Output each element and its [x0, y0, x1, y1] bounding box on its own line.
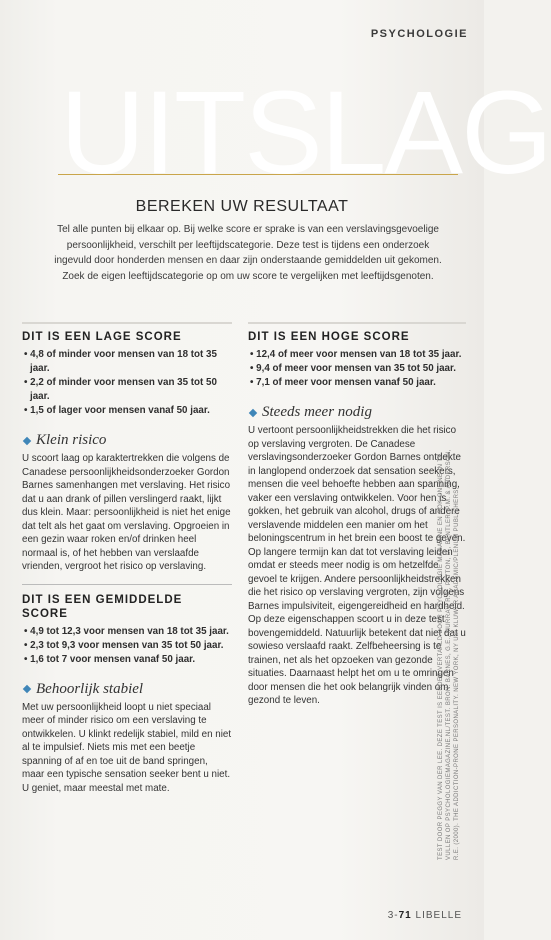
diamond-icon [23, 685, 31, 693]
high-subheading-text: Steeds meer nodig [262, 404, 372, 420]
list-item: • 1,6 tot 7 voor mensen vanaf 50 jaar. [24, 653, 196, 665]
title-part-blue: UITS [60, 67, 321, 199]
mid-subheading-text: Behoorlijk stabiel [36, 680, 144, 697]
diamond-icon [23, 436, 31, 444]
page-prefix: 3- [387, 910, 399, 921]
title-part-gold: LAG [320, 67, 551, 199]
list-item: • 4,9 tot 12,3 voor mensen van 18 tot 35 jaar. [24, 625, 229, 637]
low-body: U scoort laag op karaktertrekken die volgens de Canadese persoonlijkheidsonderzoeker Gordon Barnes samenhangen met verslaving. Het risico dat u aan drank of pillen verslingerd raakt, lijkt dus klein. Maar: persoonlijkheid is niet het enige dat telt als het gaat om verslaving. Opgroeien in een gezin waar roken en/of drinken heel normaal is, of het hebben van verslaafde vrienden, vergroot het risico op verslaving. [22, 453, 231, 572]
list-item: • 1,5 of lager voor mensen vanaf 50 jaar. [24, 405, 210, 416]
low-score-list [22, 348, 232, 418]
high-subheading [248, 404, 466, 421]
high-score-list [248, 348, 466, 390]
list-item: • 9,4 of meer voor mensen van 35 tot 50 jaar. [250, 363, 456, 374]
low-score-heading: DIT IS EEN LAGE SCORE [22, 331, 182, 343]
left-column [22, 330, 232, 795]
section-divider [22, 584, 232, 585]
list-item: • 12,4 of meer voor mensen van 18 tot 35 jaar. [250, 349, 462, 360]
list-item: • 4,8 of minder voor mensen van 18 tot 35 jaar. [24, 349, 217, 374]
source-credits: TEST DOOR PEGGY VAN DER LEE. DEZE TEST IS EERDER VERTAALD DOOR PSYCHOLOGIE MAGAZINE EN OOK ONLINE IN TE VULLEN OP PSYCHOLOGIEMAGAZINE.NL/TEST. BRON: BARNES, G.E., MURRAY, R.P., PATTON, D., BENTLER, P.M. & ANDERSON, R.E. (2000). THE ADDICTION-PRONE PERSONALITY. NEW YORK, NY US: KLUWER ACADEMIC/PLENUM PUBLISHERS. [438, 449, 460, 860]
credits-box [433, 440, 471, 860]
intro-text: Tel alle punten bij elkaar op. Bij welke score er sprake is van een verslavingsgevoelige persoonlijkheid, verschilt per leeftijdscategorie. Deze test is tijdens een onderzoek ingevuld door honderden mensen en daar zijn onderstaande gemiddelden uit gekomen. Zoek de eigen leeftijdscategorie op om uw score te vergelijken met leeftijdsgenoten. [54, 224, 442, 282]
diamond-icon [249, 408, 257, 416]
mid-subheading [22, 681, 232, 698]
mid-score-heading: DIT IS EEN GEMIDDELDE SCORE [22, 593, 183, 620]
list-item: • 2,3 tot 9,3 voor mensen van 35 tot 50 jaar. [24, 639, 224, 651]
divider-top-left [22, 322, 232, 324]
low-subheading-text: Klein risico [36, 432, 107, 448]
high-body: U vertoont persoonlijkheidstrekken die het risico op verslaving vergroten. De Canadese verslavingsonderzoeker Gordon Barnes ontdekte in langlopend onderzoek dat sensation seekers, mensen die veel behoefte hebben aan spanning, vaker een verslaving ontwikkelen. Voor hen is gokken, het gebruik van alcohol, drugs of andere verslavende middelen een manier om het beloningscentrum in het brein een boost te geven. Op langere termijn kan dat tot verslaving leiden omdat er steeds meer nodig is om hetzelfde gevoel te krijgen. Andere persoonlijkheidstrekken die het risico op verslaving vergroten, zijn volgens Barnes impulsiviteit, eigengereidheid en hardheid. Op deze eigenschappen scoort u in deze test bovengemiddeld. Natuurlijk betekent dat niet dat u sowieso verslaafd raakt. Zelfbeheersing is te trainen, net als het opzoeken van gezonde situaties. Daarnaast helpt het om u te omringen door mensen die het ook belangrijk vinden om gezond te leven. [248, 425, 466, 706]
page-number: 71 [398, 910, 412, 921]
section-label: PSYCHOLOGIE [370, 28, 468, 40]
divider-top-right [248, 322, 466, 324]
low-subheading [22, 432, 232, 449]
high-score-heading: DIT IS EEN HOGE SCORE [248, 331, 410, 343]
mid-body: Met uw persoonlijkheid loopt u niet speciaal meer of minder risico om een verslaving te ontwikkelen. U klinkt redelijk stabiel, mild en niet al te impulsief. Niets mis met een beetje spanning of af en toe uit de band springen, maar een typische sensation seeker bent u niet. U geniet, maar meestal met mate. [22, 701, 232, 794]
page-footer [388, 910, 462, 921]
list-item: • 2,2 of minder voor mensen van 35 tot 50 jaar. [24, 377, 217, 402]
mid-score-list [22, 625, 232, 667]
title-block [0, 67, 551, 199]
magazine-name: LIBELLE [415, 910, 462, 921]
page-title [60, 67, 551, 199]
list-item: • 7,1 of meer voor mensen vanaf 50 jaar. [250, 377, 436, 388]
subtitle: BEREKEN UW RESULTAAT [135, 198, 349, 215]
